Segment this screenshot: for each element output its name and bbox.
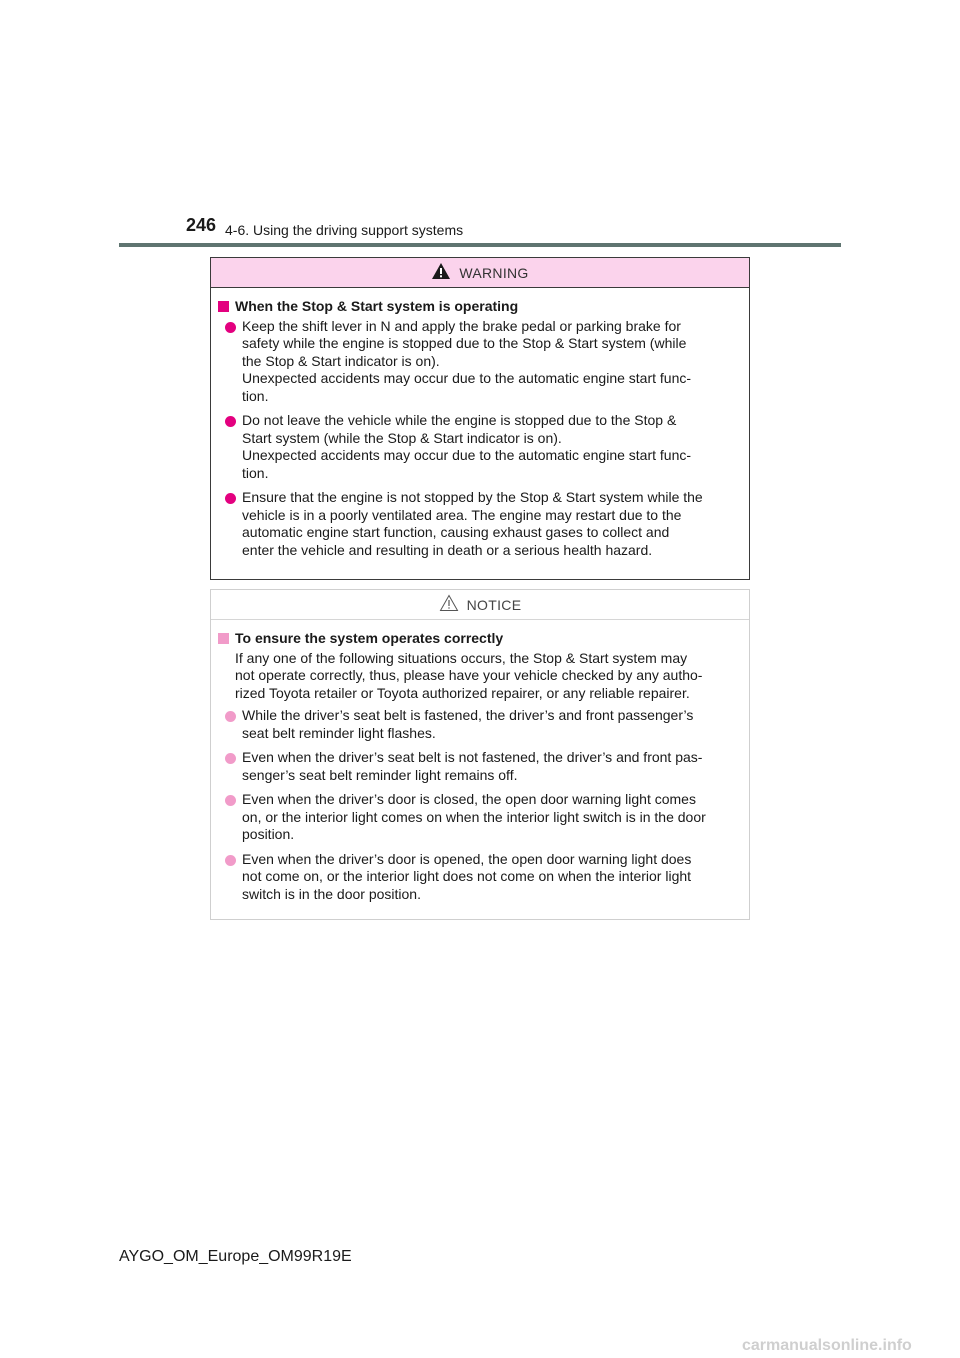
header-rule	[119, 243, 841, 247]
text-line: senger’s seat belt reminder light remains off.	[242, 766, 518, 783]
warning-box	[210, 257, 750, 580]
text-line: Unexpected accidents may occur due to the automatic engine start func-	[242, 447, 692, 463]
square-bullet-icon	[218, 301, 229, 312]
circle-bullet-icon	[225, 855, 236, 866]
text-line: the Stop & Start indicator is on).	[242, 352, 440, 369]
warning-heading	[218, 298, 742, 316]
document-code: AYGO_OM_Europe_OM99R19E	[119, 1248, 352, 1265]
text-line: not come on, or the interior light does not come on when the interior light	[242, 868, 692, 884]
notice-heading-text: To ensure the system operates correctly	[235, 630, 504, 646]
page-header	[0, 0, 960, 250]
circle-bullet-icon	[225, 493, 236, 504]
text-line: tion.	[242, 464, 269, 481]
warning-header	[211, 258, 749, 288]
text-line: Even when the driver’s door is closed, the open door warning light comes	[242, 791, 696, 807]
warning-bullet	[218, 412, 742, 482]
notice-heading	[218, 630, 742, 648]
notice-body	[211, 620, 749, 903]
warning-body	[211, 288, 749, 559]
warning-bullet	[218, 318, 742, 406]
notice-label: NOTICE	[466, 596, 522, 613]
text-line: Unexpected accidents may occur due to the automatic engine start func-	[242, 370, 692, 386]
notice-header	[211, 590, 749, 620]
notice-bullet	[218, 851, 742, 904]
text-line: Start system (while the Stop & Start indicator is on).	[242, 429, 562, 446]
text-line: vehicle is in a poorly ventilated area. The engine may restart due to the	[242, 506, 682, 523]
text-line: on, or the interior light comes on when the interior light switch is in the door	[242, 808, 706, 825]
notice-intro	[218, 650, 742, 703]
watermark-link[interactable]: carmanualsonline.info	[742, 1337, 912, 1354]
warning-heading-text: When the Stop & Start system is operating	[235, 298, 519, 314]
text-line: automatic engine start function, causing exhaust gases to collect and	[242, 524, 670, 540]
warning-label: WARNING	[459, 264, 529, 281]
circle-bullet-icon	[225, 795, 236, 806]
square-bullet-icon	[218, 633, 229, 644]
warning-bullet	[218, 489, 742, 559]
text-line: seat belt reminder light flashes.	[242, 724, 436, 741]
text-line: tion.	[242, 387, 269, 404]
text-line: Ensure that the engine is not stopped by the Stop & Start system while the	[242, 489, 703, 505]
text-line: Keep the shift lever in N and apply the brake pedal or parking brake for	[242, 317, 681, 334]
circle-bullet-icon	[225, 753, 236, 764]
text-line: rized Toyota retailer or Toyota authorized repairer, or any reliable repairer.	[235, 684, 690, 701]
text-line: position.	[242, 826, 295, 842]
text-line: Even when the driver’s seat belt is not fastened, the driver’s and front pas-	[242, 749, 703, 765]
text-line: safety while the engine is stopped due to the Stop & Start system (while	[242, 335, 687, 351]
circle-bullet-icon	[225, 711, 236, 722]
text-line: switch is in the door position.	[242, 885, 421, 902]
text-line: not operate correctly, thus, please have your vehicle checked by any autho-	[235, 667, 703, 683]
text-line: Do not leave the vehicle while the engine is stopped due to the Stop &	[242, 412, 677, 428]
notice-bullet	[218, 749, 742, 784]
page-number: 246	[186, 215, 217, 235]
text-line: enter the vehicle and resulting in death or a serious health hazard.	[242, 541, 653, 558]
section-title: 4-6. Using the driving support systems	[225, 222, 464, 238]
text-line: If any one of the following situations occurs, the Stop & Start system may	[235, 649, 688, 666]
text-line: Even when the driver’s door is opened, the open door warning light does	[242, 850, 692, 867]
notice-box	[210, 589, 750, 920]
circle-bullet-icon	[225, 416, 236, 427]
caution-outline-icon	[439, 594, 459, 612]
notice-bullet	[218, 791, 742, 844]
circle-bullet-icon	[225, 322, 236, 333]
warning-icon	[431, 262, 451, 280]
text-line: While the driver’s seat belt is fastened, the driver’s and front passenger’s	[242, 707, 694, 723]
notice-bullet	[218, 707, 742, 742]
